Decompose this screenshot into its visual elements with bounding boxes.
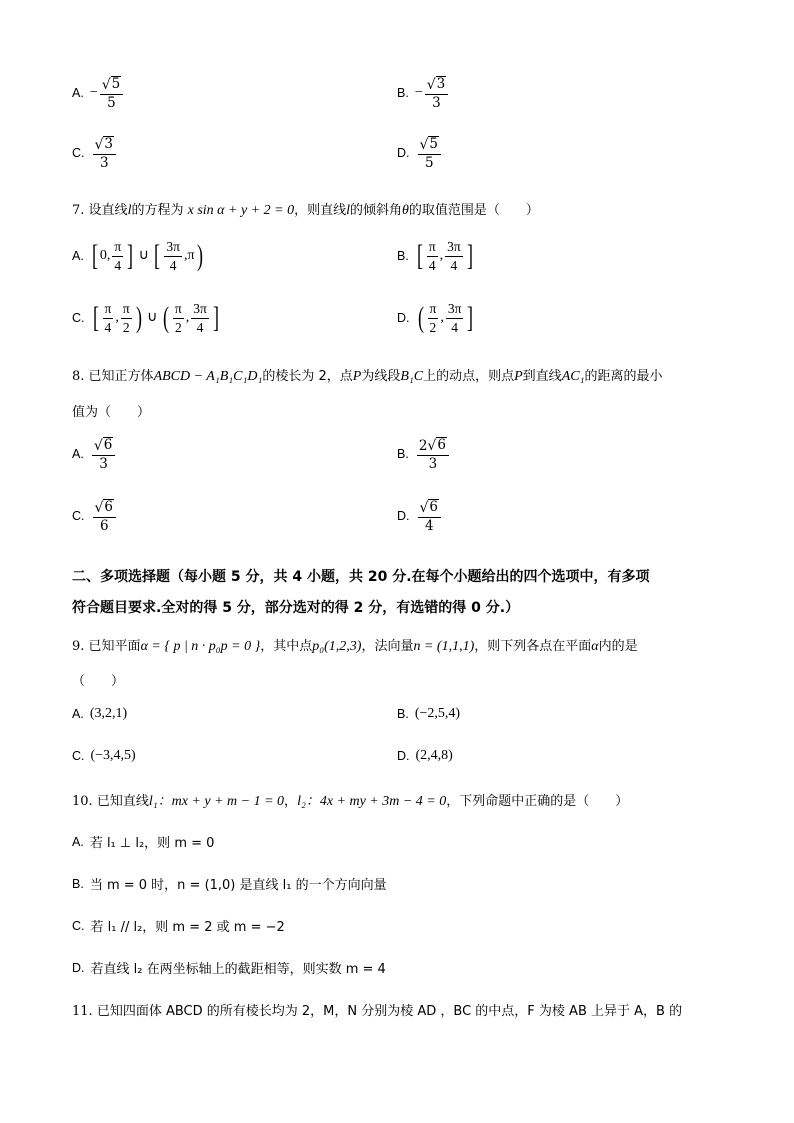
text: 的距离的最小 [584, 369, 663, 384]
q9-stem [72, 635, 638, 655]
fraction: √ 3 3 [93, 136, 117, 171]
q8-stem-line1 [72, 365, 662, 385]
equation: x sin α + y + 2 = 0 [187, 203, 295, 218]
q9-answer-paren: （ ） [72, 674, 125, 689]
option-label: A. [72, 707, 84, 721]
interval-expression: [ 0, $\frac{\pi}{4}$ ] ∪ [ $\frac{3\pi}{4}$ ,π) [91, 239, 203, 273]
fraction: √ 6 3 [92, 437, 116, 472]
option-label: A. [72, 447, 84, 462]
q10-stem [72, 790, 628, 810]
option-label: A. [72, 86, 84, 101]
line-l2-equation: l₂：4x + my + 3m − 4 = 0 [297, 794, 447, 809]
fraction: √ 5 5 [100, 76, 124, 111]
q10-option-a[interactable] [72, 832, 214, 851]
line-l1-equation: l₁：mx + y + m − 1 = 0 [148, 794, 285, 809]
option-text: (3,2,1) [89, 706, 128, 721]
section-heading-cont: 符合题目要求.全对的得 5 分，部分选对的得 2 分，有选错的得 0 分.） [72, 600, 520, 616]
var-theta: θ [402, 203, 409, 218]
set-expression: α = { p | n · p₀p = 0 } [140, 639, 261, 654]
line-name: AC₁ [561, 369, 585, 384]
text: 设直线 [88, 203, 128, 218]
option-label: D. [397, 749, 410, 763]
var-alpha: α [591, 639, 599, 654]
option-label: B. [397, 707, 409, 721]
option-text: 当 m = 0 时，n = (1,0) 是直线 l₁ 的一个方向向量 [89, 878, 387, 893]
option-label: D. [72, 960, 85, 975]
section-heading: 二、多项选择题（每小题 5 分，共 4 小题，共 20 分.在每个小题给出的四个选项中，有多项 [72, 569, 650, 585]
text: 到直线 [522, 369, 562, 384]
option-label: C. [72, 749, 85, 763]
q9-option-c[interactable] [72, 748, 136, 764]
option-label: D. [397, 146, 410, 161]
text: ，法向量 [361, 639, 414, 654]
q8-option-b[interactable] [397, 437, 451, 472]
q9-option-a[interactable] [72, 706, 127, 722]
option-label: B. [397, 86, 409, 101]
q8-stem-line2: 值为（ ） [72, 405, 151, 420]
question-number: 7. [72, 203, 85, 218]
q10-option-b[interactable] [72, 874, 387, 893]
q10-option-d[interactable] [72, 958, 386, 977]
text: ，则直线 [294, 203, 347, 218]
text: ，则下列各点在平面 [474, 639, 592, 654]
minus-sign: − [414, 85, 423, 101]
option-label: C. [72, 311, 85, 325]
option-text: 若直线 l₂ 在两坐标轴上的截距相等，则实数 m = 4 [90, 962, 386, 977]
text: 已知四面体 ABCD 的所有棱长均为 2，M，N 分别为棱 AD ，BC 的中点，F 为棱 AB 上异于 A，B 的 [96, 1004, 683, 1019]
q6-option-d[interactable] [397, 136, 443, 171]
fraction: √ 6 6 [93, 499, 117, 534]
option-label: D. [397, 311, 410, 325]
text: 已知平面 [88, 639, 141, 654]
question-number: 9. [72, 639, 85, 654]
normal-vector: n = (1,1,1) [413, 639, 475, 654]
text: ，其中点 [260, 639, 313, 654]
interval-expression: ( $\frac{\pi}{2}$ , $\frac{3\pi}{4}$ ] [417, 301, 474, 335]
text: 已知直线 [96, 794, 149, 809]
text: 上的动点，则点 [423, 369, 515, 384]
option-label: A. [72, 249, 84, 263]
q11-stem [72, 1000, 682, 1019]
text: 为线段 [361, 369, 401, 384]
interval-expression: [ $\frac{\pi}{4}$ , $\frac{3\pi}{4}$ ] [416, 239, 473, 273]
q7-option-d[interactable] [397, 302, 475, 334]
q8-option-d[interactable] [397, 499, 443, 534]
fraction: √ 6 4 [418, 499, 442, 534]
option-text: (2,4,8) [415, 748, 453, 763]
q8-option-c[interactable] [72, 499, 118, 534]
segment: B₁C [400, 369, 424, 384]
fraction: √ 5 5 [418, 136, 442, 171]
q8-option-a[interactable] [72, 437, 117, 472]
q7-option-a[interactable] [72, 240, 205, 272]
q9-option-b[interactable] [397, 706, 460, 722]
text: 的取值范围是（ ） [408, 203, 539, 218]
option-label: B. [397, 447, 409, 462]
var-l: l [127, 203, 132, 218]
text: 已知正方体 [88, 369, 154, 384]
q7-option-b[interactable] [397, 240, 475, 272]
text: 的棱长为 2，点 [262, 369, 353, 384]
text: ，下列命题中正确的是（ ） [446, 794, 629, 809]
question-number: 10. [72, 794, 93, 809]
option-label: D. [397, 509, 410, 524]
option-label: C. [72, 146, 85, 161]
option-label: A. [72, 834, 84, 849]
text: ， [284, 794, 298, 809]
text: 的倾斜角 [349, 203, 402, 218]
q6-option-c[interactable] [72, 136, 118, 171]
option-text: (−3,4,5) [90, 748, 136, 763]
option-text: (−2,5,4) [414, 706, 461, 721]
var-p: P [514, 369, 523, 384]
q6-option-b[interactable] [397, 76, 450, 111]
interval-expression: [ $\frac{\pi}{4}$ , $\frac{\pi}{2}$ ) ∪ ( $\frac{\pi}{2}$ , $\frac{3\pi}{4}$ ] [92, 301, 219, 335]
cube-name: ABCD − A₁B₁C₁D₁ [153, 369, 263, 384]
fraction: 2 √ 6 3 [417, 437, 449, 472]
option-label: B. [72, 876, 84, 891]
text: 的方程为 [131, 203, 184, 218]
option-text: 若 l₁ // l₂，则 m = 2 或 m = −2 [90, 920, 285, 935]
q7-option-c[interactable] [72, 302, 221, 334]
fraction: √ 3 3 [425, 76, 449, 111]
option-label: C. [72, 509, 85, 524]
option-label: C. [72, 918, 85, 933]
question-number: 8. [72, 369, 85, 384]
text: 内的是 [598, 639, 638, 654]
option-label: B. [397, 249, 409, 263]
q9-option-d[interactable] [397, 748, 453, 764]
var-p: P [352, 369, 362, 384]
minus-sign: − [89, 85, 98, 101]
q6-option-a[interactable] [72, 76, 125, 111]
option-text: 若 l₁ ⊥ l₂，则 m = 0 [89, 836, 215, 851]
q10-option-c[interactable] [72, 916, 285, 935]
point: p₀(1,2,3) [312, 639, 362, 654]
q7-stem [72, 199, 539, 219]
question-number: 11. [72, 1004, 93, 1019]
var-l: l [346, 203, 350, 218]
